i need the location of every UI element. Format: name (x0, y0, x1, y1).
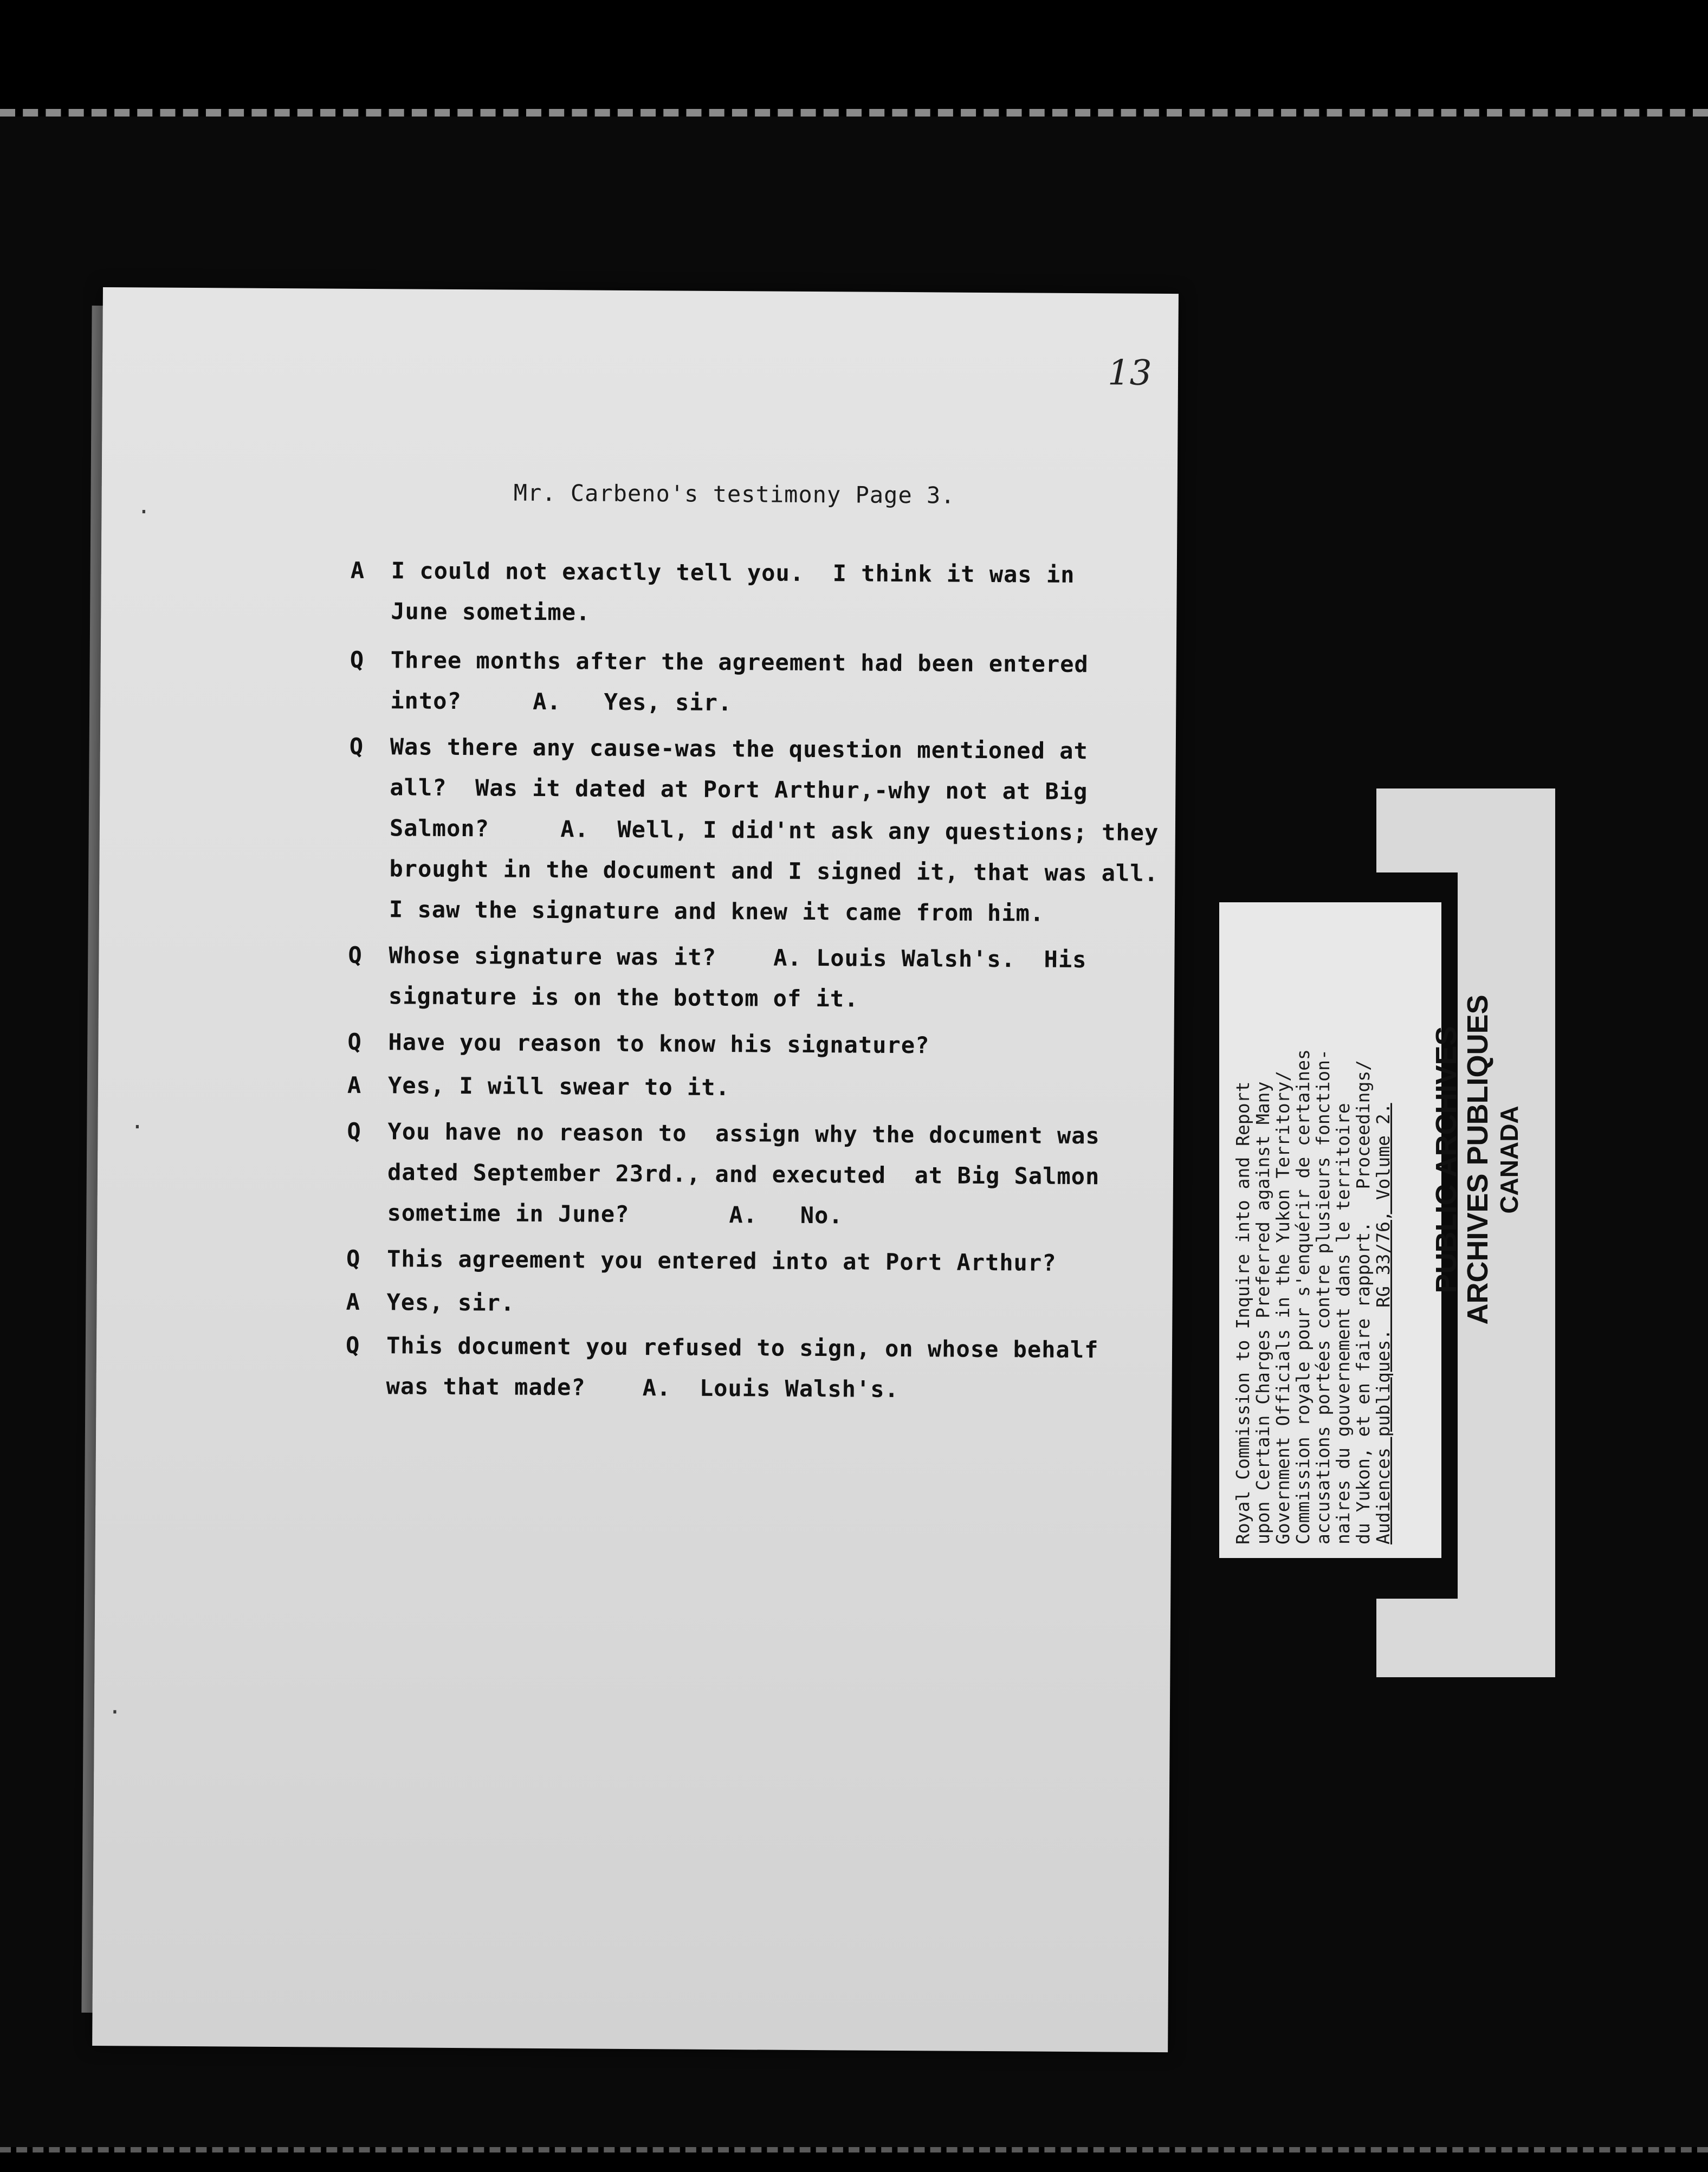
entry-marker: A (347, 1071, 361, 1098)
document-page (92, 287, 1179, 2052)
archive-line: naires du gouvernement dans le territoire (1332, 1103, 1354, 1544)
archives-stamp (1431, 932, 1571, 1387)
entry-marker: Q (348, 941, 362, 968)
document-title: Mr. Carbeno's testimony Page 3. (513, 479, 955, 509)
testimony-line: Salmon? A. Well, I did'nt ask any questions; they (389, 814, 1159, 846)
entry-marker: Q (347, 1117, 361, 1145)
testimony-line: Have you reason to know his signature? (388, 1029, 930, 1059)
archive-line: Royal Commission to Inquire into and Report (1232, 1081, 1253, 1544)
entry-marker: Q (349, 733, 364, 760)
hole-punch-mark: · (133, 1111, 142, 1143)
entry-marker: Q (346, 1245, 360, 1272)
entry-marker: Q (350, 646, 364, 673)
testimony-line: all? Was it dated at Port Arthur,-why not at Big (390, 774, 1088, 805)
testimony-line: This agreement you entered into at Port Arthur? (386, 1245, 1057, 1276)
testimony-line: sometime in June? A. No. (387, 1199, 843, 1229)
testimony-line: was that made? A. Louis Walsh's. (386, 1373, 900, 1403)
testimony-line: signature is on the bottom of it. (388, 982, 859, 1012)
entry-marker: A (350, 557, 365, 584)
stamp-line-2: ARCHIVES PUBLIQUES (1461, 994, 1494, 1325)
archive-line: accusations portées contre plusieurs fonction- (1312, 1049, 1334, 1544)
stamp-line-1: PUBLIC ARCHIVES (1430, 1026, 1463, 1294)
hole-punch-mark: · (110, 1696, 120, 1728)
testimony-line: dated September 23rd., and executed at Big Salmon (387, 1159, 1100, 1190)
archive-line: Government Officials in the Yukon Territory/ (1272, 1070, 1293, 1544)
entry-marker: A (346, 1288, 360, 1315)
testimony-line: June sometime. (391, 598, 591, 626)
testimony-line: brought in the document and I signed it, that was all. (389, 855, 1159, 887)
page-number: 13 (1107, 353, 1152, 393)
testimony-line: This document you refused to sign, on whose behalf (386, 1332, 1099, 1363)
testimony-line: Yes, I will swear to it. (387, 1072, 730, 1101)
entry-marker: Q (347, 1028, 361, 1055)
stamp-line-3: CANADA (1495, 1106, 1523, 1214)
archive-line: Audiences publiques. RG 33/76, Volume 2. (1373, 1103, 1394, 1544)
archive-description (1233, 910, 1439, 1544)
hole-punch-mark: · (139, 496, 148, 528)
entry-marker: Q (345, 1331, 360, 1359)
testimony-line: I could not exactly tell you. I think it was in (391, 557, 1075, 588)
archive-line: upon Certain Charges Preferred against Many (1252, 1081, 1273, 1544)
archive-line: du Yukon, et en faire rapport. Proceedings/ (1353, 1059, 1374, 1544)
archive-line: Commission royale pour s'enquérir de certaines (1292, 1049, 1314, 1544)
film-edge-top (0, 0, 1708, 117)
testimony-line: Three months after the agreement had been entered (390, 647, 1089, 678)
testimony-body (92, 287, 1179, 2052)
testimony-line: I saw the signature and knew it came from him. (389, 896, 1045, 927)
testimony-line: You have no reason to assign why the document was (387, 1118, 1100, 1149)
testimony-line: Yes, sir. (386, 1289, 515, 1316)
testimony-line: Whose signature was it? A. Louis Walsh's. His (389, 942, 1087, 973)
testimony-line: into? A. Yes, sir. (390, 687, 733, 716)
film-edge-bottom (0, 2147, 1708, 2172)
testimony-line: Was there any cause-was the question mentioned at (390, 733, 1088, 765)
